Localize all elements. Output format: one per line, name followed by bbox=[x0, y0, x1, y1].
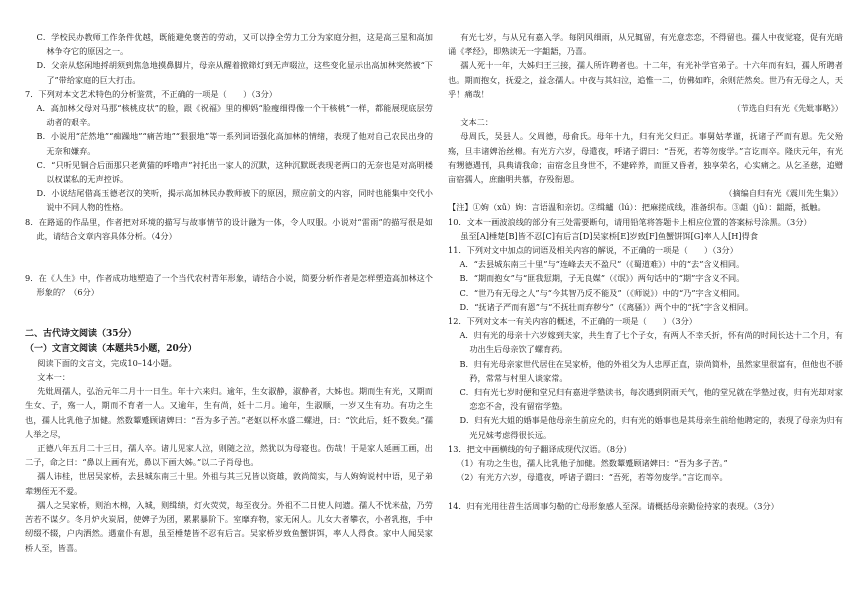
q12-option-d: D．归有光大姐的婚事是他母亲生前应允的，归有光的婚事也是其母亲生前给他聘定的，表现了母亲为归有光兄妹考虑得很长远。 bbox=[459, 415, 843, 440]
text-1-source: （节选自归有光《先妣事略》） bbox=[732, 103, 843, 114]
text-2-source: （摘编自归有光《震川先生集》） bbox=[724, 188, 843, 199]
q7-option-c: C．“只听见铜合后面那只老黄猫的呼噜声”衬托出一家人的沉默，这种沉默既表现老两口的无奈也是对高明楼以权谋私的无声控诉。 bbox=[36, 159, 433, 185]
text-1-para-4: 孺人之吴家桥，则治木棉，入城，则缉绩，灯火荧荧，每至夜分。外祖不二日使人问遗。孺人不忧米盐，乃劳苦若不谋夕。冬月炉火炭屑，使婢子为团，累累暴阶下。室靡弃物，家无闲人。儿女大者攀衣，小者乳抱，手中纫缀不辍，户内洒然。遇童仆有恩，虽至棰楚皆不忍有后言。吴家桥岁致鱼蟹饼饵，率人人得食。家中人闻吴家桥人至，皆喜。 bbox=[25, 499, 433, 553]
answer-space-8 bbox=[25, 243, 433, 271]
question-9: 9．在《人生》中，作者成功地塑造了一个当代农村青年形象，请结合小说，简要分析作者是怎样塑造高加林这个形象的？（6分） bbox=[25, 273, 433, 298]
q12-option-c: C．归有光七岁时便和堂兄归有嘉进学塾读书，每次遇到阴雨天气，他的堂兄就在学塾过夜，归有光却对家恋恋不舍，没有留宿学塾。 bbox=[459, 387, 843, 412]
q7-option-b: B．小说用“茫然地”“痴躁地”“痛苦地”“狠狠地”等一系列词语强化高加林的情绪，表现了他对自己农民出身的无奈和嫌弃。 bbox=[36, 131, 433, 156]
right-column bbox=[448, 30, 843, 513]
text-1-para-1: 先妣周孺人，弘治元年二月十一日生。年十六来归。逾年，生女淑静，淑静者，大姊也。期而生有光，又期而生女、子，殇一人，期而不育者一人。又逾年，生有尚，妊十二月。逾年，生淑顺，一岁又生有功。有功之生也，孺人比乳他子加健。然数颦蹙顾诸婢曰：“吾为多子苦。”老妪以杯水盛二螺进，曰：“饮此后，妊不数矣。”孺人举之尽， bbox=[25, 386, 433, 439]
q6-option-d: D．父亲从悠闲地捋胡须到焦急地摸鼻脚片，母亲从醒着掀筛灯到无声啜泣，这些变化显示出高加林突然被“下了”带给家庭的巨大打击。 bbox=[36, 60, 433, 85]
question-14: 14．归有光用往昔生活周事匀勒的亡母形象感人至深。请概括母亲勤俭持家的表现。（3分） bbox=[448, 500, 779, 511]
q13-part-2: （2）有光方六岁，母遣夜，呼诸子谓曰：“吾死，若等勿废学。”言讫而卒。 bbox=[456, 472, 728, 483]
text-1-para-6: 孺人死十一年，大姊归王三接，孺人所许聘者也。十二年，有光补学官弟子。十六年而有妇，孺人所聘者也。期而抱女，抚爱之，益念孺人。中夜与其妇泣，追惟一二，仿佛如昨，余则茫然矣。世乃有无母之人，天乎！痛哉！ bbox=[448, 60, 843, 99]
q11-option-c: C．“世乃有无母之人”与“今其智乃反不能及”（《师说》）中的“乃”字含义相同。 bbox=[459, 287, 745, 298]
section-2-title: 二、古代诗文阅读（35分） bbox=[25, 329, 137, 340]
q12-option-b: B．归有光母亲家世代居住在吴家桥，他的外祖父为人忠厚正直，崇尚简朴，虽然家里很富有，但他也不骄矜，常常与村里人谈家常。 bbox=[459, 358, 843, 383]
text-1-para-5: 有光七岁，与从兄有嘉入学。每阴风细雨，从兄辄留，有光意恋恋，不得留也。孺人中夜觉寝，促有光暗诵《孝经》，即熟读无一字龃龉，乃喜。 bbox=[448, 32, 843, 57]
text-1-para-2: 正德八年五月二十三日，孺人卒。诸儿见家人泣，则随之泣，然犹以为母寝也。伤哉！于是家人延画工画，出二子，命之曰：“鼻以上画有光，鼻以下画大姊。”以二子肖母也。 bbox=[25, 443, 433, 468]
q11-option-d: D．“抚诸子严而有恩”与“不抚壮而弃秽兮”（《离骚》）两个中的“抚”字含义相同。 bbox=[459, 301, 754, 312]
q7-option-a: A．高加林父母对马那“核桃皮状”的脸，跟《祝福》里的柳妈“脸瘦细得像一个干核桃”一样，都能展现底层劳动者的艰辛。 bbox=[36, 103, 433, 128]
annotation-note: 【注】①姁（xǔ）姁：言语温和亲切。②缉纑（lú）：把麻搓成线，准备织布。③龃（jǔ）：龃龉，抵触。 bbox=[448, 202, 826, 213]
text-2-label: 文本二： bbox=[460, 117, 494, 128]
q13-part-1: （1）有功之生也，孺人比乳他子加健。然数颦蹙顾诸婢曰：“吾为多子苦。” bbox=[456, 458, 728, 469]
question-12: 12．下列对文本一有关内容的概述，不正确的一项是（ ）（3分） bbox=[448, 316, 697, 327]
text-1-label: 文本一： bbox=[37, 372, 71, 383]
q6-option-c: C．学校民办教师工作条件优越，既能避免褒苦的劳动，又可以挣全劳力工分为家庭分担，这是高三星和高加林争夺它的原因之一。 bbox=[36, 32, 433, 57]
q11-option-b: B．“期而抱女”与“匪我愆期，子无良媒”（《氓》）两句话中的“期”字含义不同。 bbox=[459, 273, 745, 284]
question-10: 10．文本一画波浪线的部分有三处需要断句，请用铅笔将答题卡上相应位置的答案标号涂黑。（3分） bbox=[448, 216, 812, 227]
left-column bbox=[25, 30, 433, 555]
q7-option-d: D．小说结尾借高玉德老汉的笑听，揭示高加林民办教师被下的原因，照应前文的内容，同时也能集中交代小说中不同人物的性格。 bbox=[36, 188, 433, 213]
section-2a-title: （一）文言文阅读（本题共5小题，20分） bbox=[25, 343, 197, 354]
question-7: 7．下列对本文艺术特色的分析鉴赏，不正确的一项是（ ）（3分） bbox=[25, 88, 277, 99]
q11-option-a: A．“去县城东南三十里”与“连峰去天不盈尺”（《蜀道难》）中的“去”含义相同。 bbox=[459, 259, 745, 270]
reading-instruction: 阅读下面的文言文，完成10–14小题。 bbox=[37, 357, 177, 368]
question-11: 11．下列对文中加点的词语及相关内容的解说，不正确的一项是（ ）（3分） bbox=[448, 245, 738, 256]
q12-option-a: A．归有光的母亲十六岁嫁到夫家，共生育了七个子女，有两人不幸夭折，怀有尚的时间长达十二个月，有功出生后母亲饮了螺育药。 bbox=[459, 330, 843, 355]
q10-sentence: 虽至[A]棰楚[B]皆不忍[C]有后言[D]吴家桥[E]岁致[F]鱼蟹饼饵[G]率人人[H]得食 bbox=[460, 230, 759, 241]
answer-space-13 bbox=[448, 485, 843, 499]
answer-space-9 bbox=[25, 299, 433, 327]
text-1-para-3: 孺人讳桂，世居吴家桥，去县城东南三十里。外祖与其三兄皆以资雄，敦尚简实，与人姁姁说村中语，见子弟辈甥侄无不爱。 bbox=[25, 471, 433, 496]
question-13: 13．把文中画横线的句子翻译成现代汉语。（8分） bbox=[448, 443, 632, 454]
question-8: 8．在路遥的作品里，作者把对环境的描写与故事情节的设计融为一体，令人叹服。小说对“雷雨”的描写很是如此，请结合文章内容具体分析。（4分） bbox=[25, 216, 433, 241]
text-2-para-1: 母周氏，吴县人。父周德，母俞氏。母年十九，归有光父归正。事舅姑孝谨，抚诸子严而有恩。先父殆殇，旦丰诸婢治丝棉。有光方六岁，母遣夜，呼诸子谓曰：“吾死，若等勿废学。”言讫而卒。隆庆元年，有光有甥德遇刊，具典请我命；亩宿念且身世不，不建碎养，而匪又昏者，独享荣名，心实痛之。从乞圣慈，追赠亩宿孺人，庶幽明共慕，存殁衔恩。 bbox=[448, 131, 843, 185]
